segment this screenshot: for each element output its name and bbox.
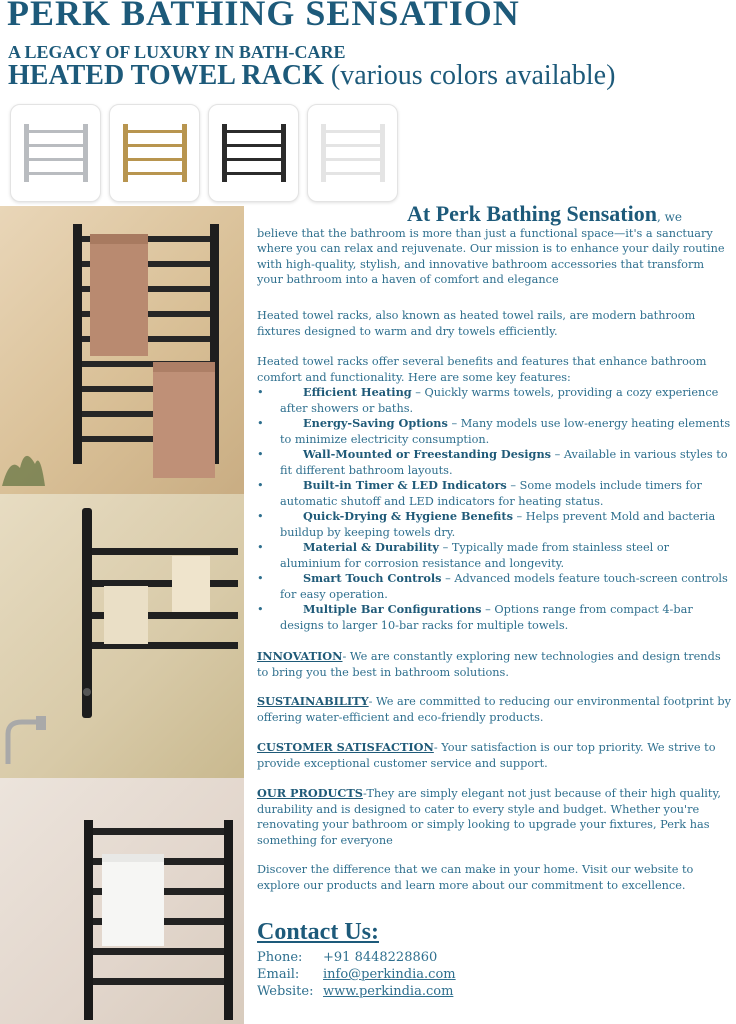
rack-rail: [182, 124, 187, 182]
rack-rail: [222, 124, 227, 182]
innovation-paragraph: INNOVATION- We are constantly exploring new technologies and design trends to bring you the best in bathroom solutions.: [257, 649, 721, 679]
tagline: A LEGACY OF LUXURY IN BATH-CARE: [8, 42, 346, 62]
intro-body: believe that the bathroom is more than just a functional space—it's a sanctuary where you can relax and rejuvenate. Our mission is to enhance your daily routine with high-quality, stylish, and innovative bathroom accessories that transform your bathroom into a haven of comfort and elegance: [257, 226, 725, 286]
innovation-title: INNOVATION: [257, 649, 343, 663]
rack-bar: [227, 130, 281, 133]
customer-satisfaction-title: CUSTOMER SATISFACTION: [257, 740, 434, 754]
rack-rail: [123, 124, 128, 182]
phone-number[interactable]: +91 8448228860: [323, 950, 438, 965]
email-link[interactable]: info@perkindia.com: [323, 967, 456, 982]
rack-rail: [83, 124, 88, 182]
thumbnail-black-rack[interactable]: [208, 104, 299, 202]
our-products-title: OUR PRODUCTS: [257, 786, 363, 800]
contact-website-row: Website: www.perkindia.com: [257, 984, 454, 999]
sustainability-title: SUSTAINABILITY: [257, 694, 369, 708]
contact-heading: Contact Us:: [257, 919, 379, 945]
definition-text: Heated towel racks, also known as heated towel rails, are modern bathroom fixtures designed to warm and dry towels efficiently.: [257, 309, 696, 338]
rack-rail: [281, 124, 286, 182]
gold-rack-image: [115, 118, 195, 188]
rack-bar: [29, 158, 83, 161]
rack-bar: [227, 144, 281, 147]
photo-rack-with-white-towel: [0, 778, 244, 1024]
rack-bar: [128, 158, 182, 161]
intro-we: , we: [656, 210, 682, 224]
product-title: [8, 60, 615, 92]
feature-item: • Material & Durability – Typically made from stainless steel or aluminium for corrosion resistance and longevity.: [280, 540, 733, 571]
feature-item: • Built-in Timer & LED Indicators – Some models include timers for automatic shutoff and LED indicators for heating status.: [280, 478, 733, 509]
customer-satisfaction-paragraph: CUSTOMER SATISFACTION- Your satisfaction is our top priority. We strive to provide exceptional customer service and support.: [257, 740, 716, 770]
color-variant-thumbnails: [10, 104, 398, 202]
sustainability-paragraph: SUSTAINABILITY- We are committed to reducing our environmental footprint by offering water-efficient and eco-friendly products.: [257, 694, 731, 724]
features-intro: Heated towel racks offer several benefits and features that enhance bathroom comfort and functionality. Here are some key features:: [257, 355, 707, 384]
feature-item: • Energy-Saving Options – Many models use low-energy heating elements to minimize electricity consumption.: [280, 416, 733, 447]
website-link[interactable]: www.perkindia.com: [323, 984, 454, 999]
white-rack-image: [313, 118, 393, 188]
feature-item: • Efficient Heating – Quickly warms towels, providing a cozy experience after showers or baths.: [280, 385, 733, 416]
silver-rack-image: [16, 118, 96, 188]
feature-item: • Quick-Drying & Hygiene Benefits – Helps prevent Mold and bacteria buildup by keeping towels dry.: [280, 509, 733, 540]
rack-rail: [380, 124, 385, 182]
intro-heading: At Perk Bathing Sensation: [407, 201, 657, 226]
thumbnail-silver-rack[interactable]: [10, 104, 101, 202]
photo-wall-mounted-rack: [0, 494, 244, 778]
product-variants: (various colors available): [330, 60, 616, 91]
rack-bar: [128, 144, 182, 147]
rack-bar: [128, 130, 182, 133]
feature-item: • Smart Touch Controls – Advanced models feature touch-screen controls for easy operation.: [280, 571, 733, 602]
feature-item: • Multiple Bar Configurations – Options range from compact 4-bar designs to larger 10-bar racks for multiple towels.: [280, 602, 733, 633]
rack-rail: [321, 124, 326, 182]
rack-bar: [326, 172, 380, 175]
intro-section: [257, 201, 733, 288]
rack-rail: [24, 124, 29, 182]
thumbnail-white-rack[interactable]: [307, 104, 398, 202]
black-rack-image: [214, 118, 294, 188]
closing-paragraph: Discover the difference that we can make in your home. Visit our website to explore our products and learn more about our commitment to excellence.: [257, 863, 694, 892]
product-name: HEATED TOWEL RACK: [8, 60, 324, 91]
rack-bar: [128, 172, 182, 175]
rack-bar: [326, 158, 380, 161]
feature-item: • Wall-Mounted or Freestanding Designs – Available in various styles to fit different bathroom layouts.: [280, 447, 733, 478]
contact-phone-row: Phone: +91 8448228860: [257, 950, 438, 965]
photo-rack-with-towels: [0, 206, 244, 494]
rack-bar: [29, 144, 83, 147]
contact-email-row: Email: info@perkindia.com: [257, 967, 456, 982]
rack-bar: [29, 130, 83, 133]
rack-bar: [29, 172, 83, 175]
our-products-paragraph: OUR PRODUCTS-They are simply elegant not just because of their high quality, durability and is designed to cater to every style and budget. Whether you're renovating your bathroom or simply looking to upgrade your fixtures, Perk has something for everyone: [257, 786, 721, 847]
rack-bar: [326, 144, 380, 147]
features-section: [257, 354, 733, 633]
rack-bar: [227, 158, 281, 161]
rack-bar: [326, 130, 380, 133]
rack-bar: [227, 172, 281, 175]
brand-title: PERK BATHING SENSATION: [7, 0, 520, 33]
thumbnail-gold-rack[interactable]: [109, 104, 200, 202]
